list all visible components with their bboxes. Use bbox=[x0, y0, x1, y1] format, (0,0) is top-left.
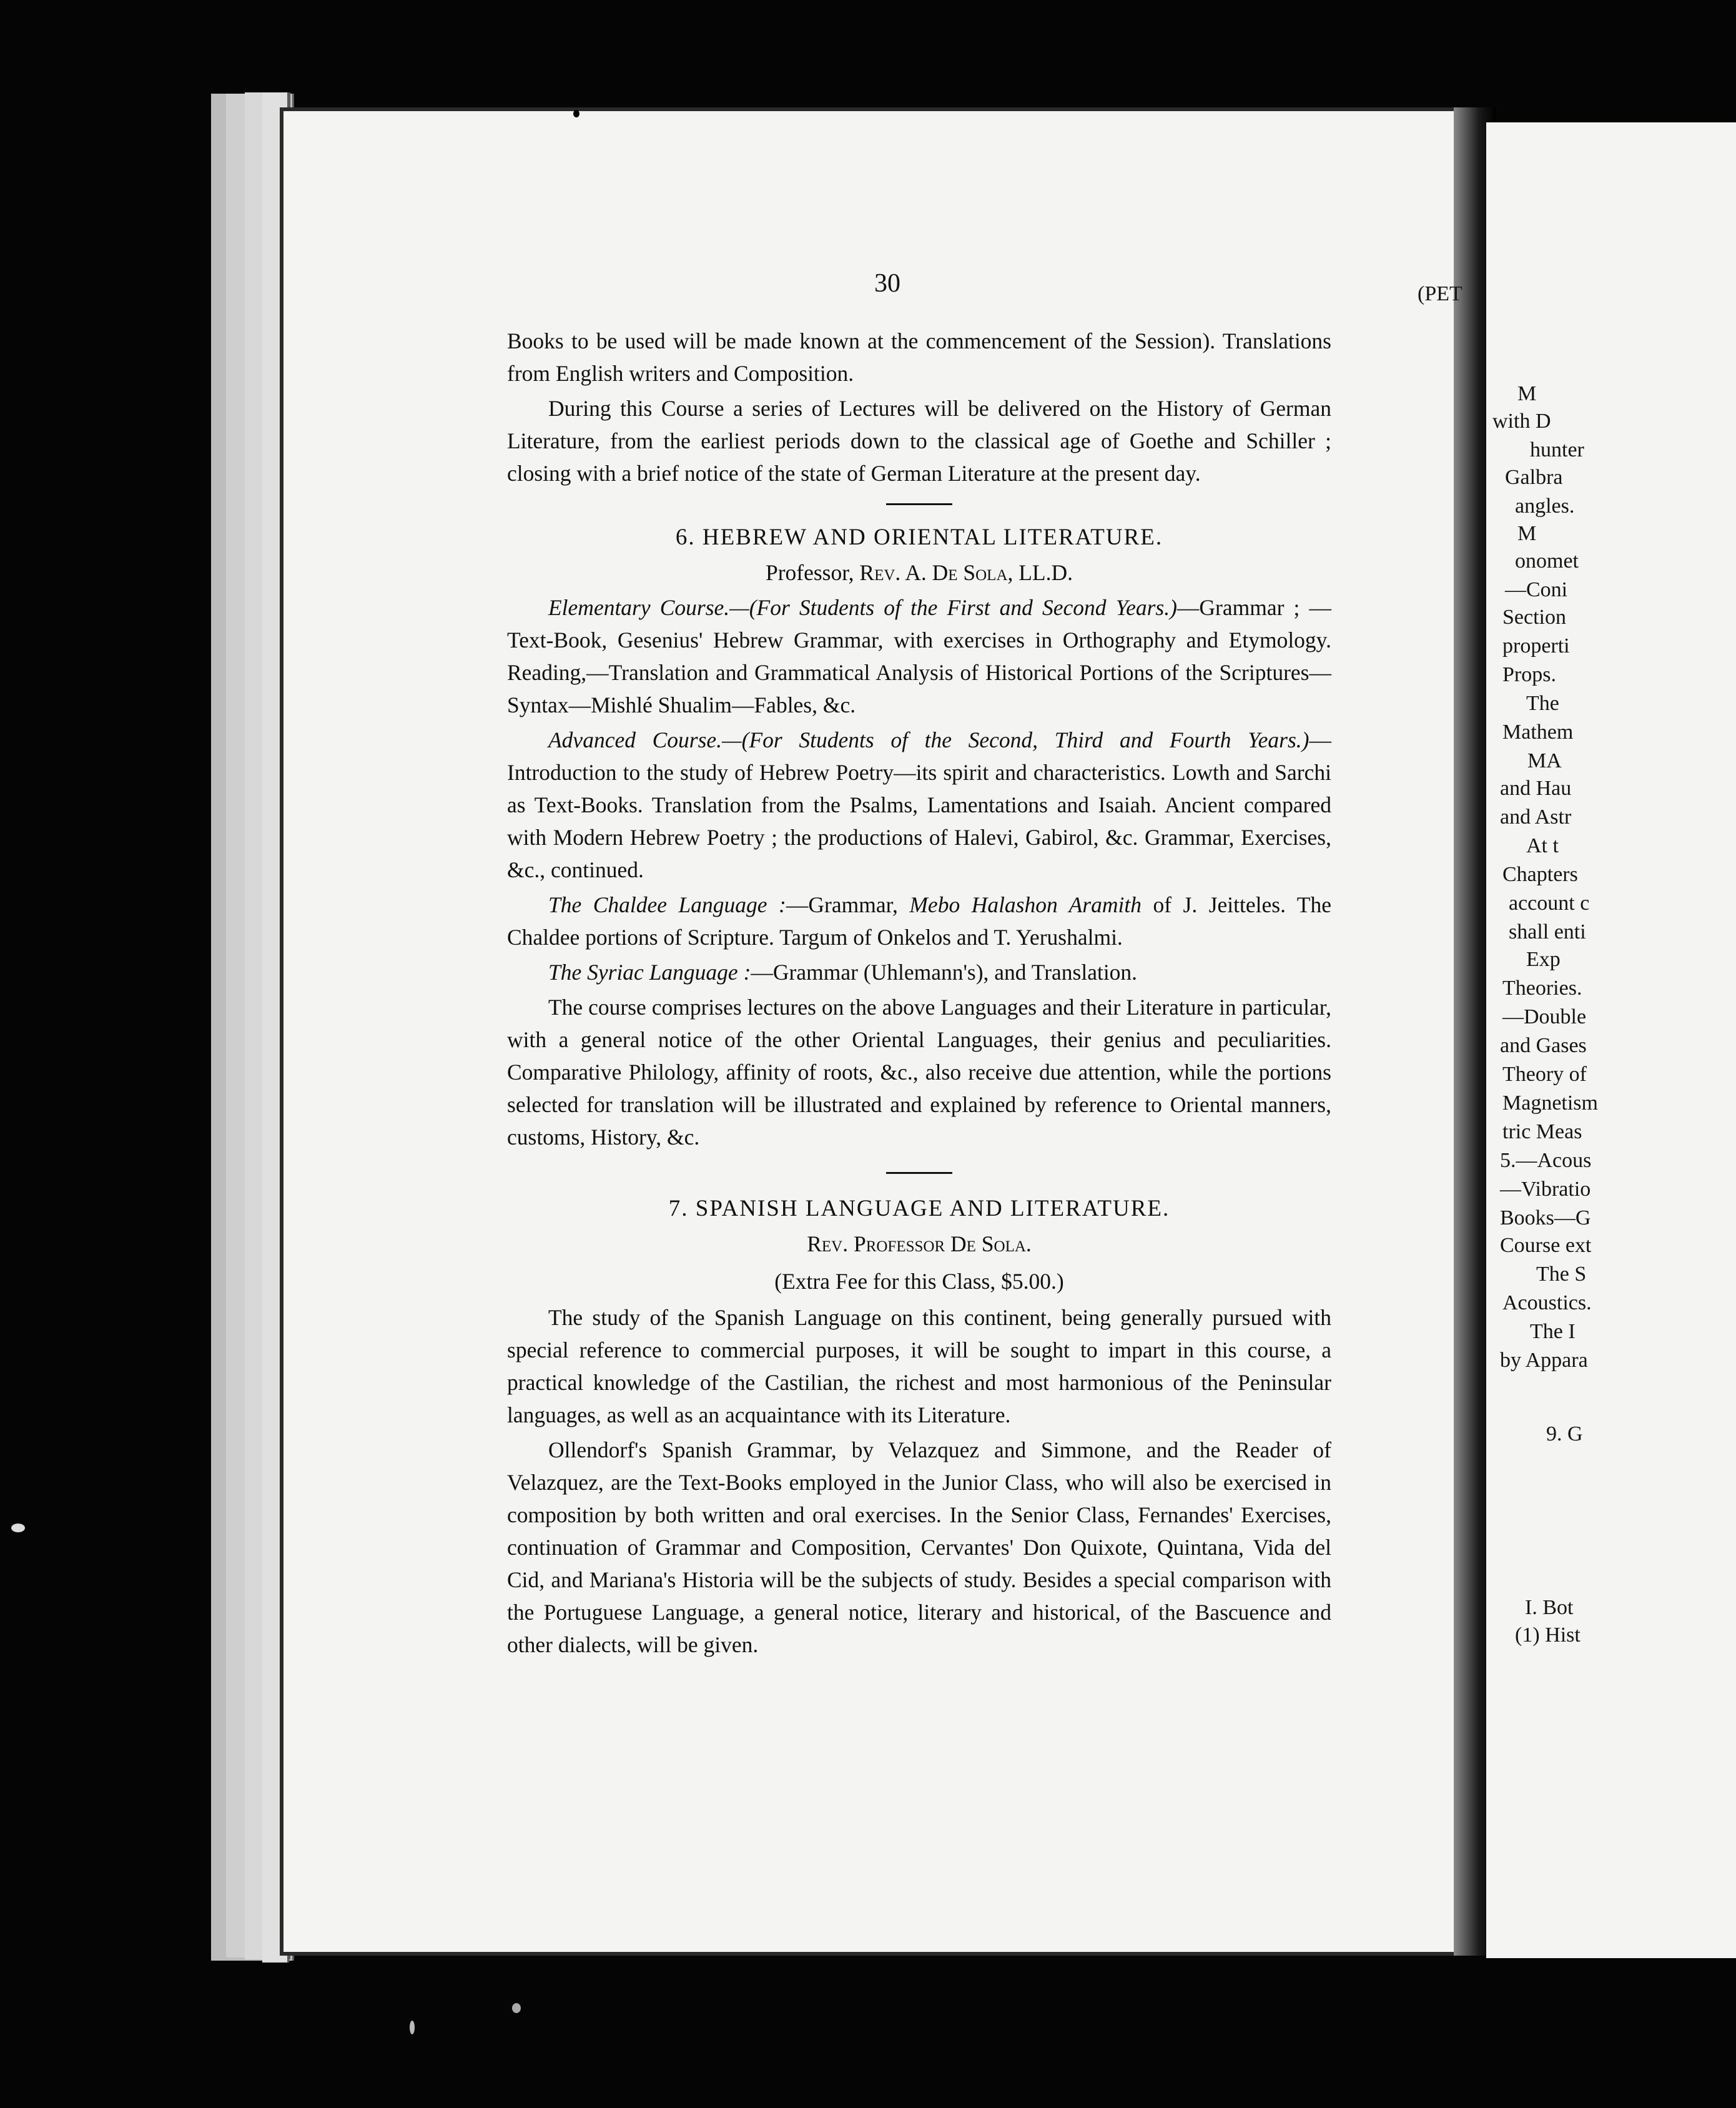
facing-page-fragment: by Appara bbox=[1500, 1349, 1588, 1372]
facing-page-fragment: Theory of bbox=[1502, 1063, 1587, 1086]
advanced-course-label: Advanced Course.—(For Students of the Second, Third and Fourth Years.) bbox=[548, 727, 1309, 752]
elementary-course-label: Elementary Course.—(For Students of the First and Second Years.) bbox=[548, 595, 1177, 620]
facing-page-fragment: onomet bbox=[1515, 549, 1579, 573]
syriac-label: The Syriac Language : bbox=[548, 960, 751, 985]
facing-page-fragment: (PET bbox=[1418, 282, 1462, 305]
facing-page-fragment: shall enti bbox=[1509, 920, 1586, 943]
page-number: 30 bbox=[874, 269, 900, 298]
german-lectures-paragraph: During this Course a series of Lectures will be delivered on the History of German Literature, from the earliest periods down to the classical age of Goethe and Schiller ; closing with a brief notice of the state of German Literature at the present day. bbox=[507, 396, 1331, 486]
spanish-books-paragraph: Ollendorf's Spanish Grammar, by Velazquez and Simmone, and the Reader of Velazquez, are the Text-Books employed in the Junior Class, who will also be exercised in composition by both written and oral exercises. In the Senior Class, Fernandes' Exercises, continuation of Grammar and Composition, Cervantes' Don Quixote, Quintana, Vida del Cid, and Mariana's Historia will be the subjects of study. Besides a special comparison with the Portuguese Language, a general notice, literary and historical, of the Bascuence and other dialects, will be given. bbox=[507, 1437, 1331, 1657]
advanced-course-text: — Introduction to the study of Hebrew Poetry—its spirit and characteristics. Lowth and Sarchi as Text-Books. Translation from the Psalms, Lamentations and Isaiah. Ancient compared with Modern Hebrew Poetry ; the productions of Halevi, Gabirol, &c. Grammar, Exercises, &c., continued. bbox=[507, 727, 1331, 882]
chaldee-label: The Chaldee Language : bbox=[548, 892, 786, 917]
facing-page-fragment: properti bbox=[1502, 634, 1570, 658]
facing-page-fragment: and Astr bbox=[1500, 805, 1572, 829]
facing-page-fragment: The bbox=[1526, 692, 1559, 715]
facing-page-fragment: and Hau bbox=[1500, 777, 1572, 800]
text-column bbox=[507, 325, 1331, 1661]
facing-page-fragment: At t bbox=[1526, 834, 1559, 857]
facing-page-fragment: Props. bbox=[1502, 663, 1556, 686]
scan-speck bbox=[11, 1524, 25, 1532]
advanced-course-paragraph bbox=[507, 724, 1331, 886]
section-divider bbox=[886, 503, 952, 505]
facing-page-fragment: (1) Hist bbox=[1515, 1623, 1581, 1647]
spanish-professor bbox=[507, 1228, 1331, 1260]
chaldee-paragraph bbox=[507, 889, 1331, 953]
facing-page-fragment: Mathem bbox=[1502, 721, 1574, 744]
professor-name: Rev. A. De Sola, LL.D. bbox=[859, 560, 1073, 585]
syriac-text: —Grammar (Uhlemann's), and Translation. bbox=[751, 960, 1138, 985]
facing-page-fragment: Galbra bbox=[1505, 466, 1563, 489]
scan-speck bbox=[410, 2021, 415, 2034]
facing-page-fragment: Exp bbox=[1526, 948, 1561, 971]
facing-page-fragment: I. Bot bbox=[1525, 1596, 1574, 1619]
section-divider bbox=[886, 1172, 952, 1174]
elementary-course-text: —Grammar ; —Text-Book, Gesenius' Hebrew Grammar, with exercises in Orthography and Etymology. Reading,—Translation and Grammatical Analysis of Historical Portions of the Scriptures—Syntax—Mishlé Shualim—Fables, &c. bbox=[507, 595, 1331, 717]
facing-page-fragment: Magnetism bbox=[1502, 1091, 1598, 1115]
facing-page bbox=[1418, 122, 1736, 1958]
facing-page-fragment: M bbox=[1517, 522, 1537, 545]
facing-page-fragment: —Double bbox=[1502, 1005, 1587, 1028]
facing-page-fragment: Chapters bbox=[1502, 863, 1578, 886]
hebrew-professor bbox=[507, 556, 1331, 589]
chaldee-mid: —Grammar, bbox=[786, 892, 898, 917]
facing-page-fragment: and Gases bbox=[1500, 1034, 1587, 1057]
facing-page-fragment: The S bbox=[1536, 1263, 1587, 1286]
facing-page-fragment: angles. bbox=[1515, 495, 1575, 518]
facing-page-fragment: Acoustics. bbox=[1502, 1291, 1592, 1314]
facing-page-fragment: hunter bbox=[1530, 438, 1584, 461]
facing-page-fragment: Course ext bbox=[1500, 1234, 1592, 1257]
facing-page-fragment: 5.—Acous bbox=[1500, 1149, 1592, 1172]
hebrew-section-heading: 6. HEBREW AND ORIENTAL LITERATURE. bbox=[675, 525, 1163, 550]
facing-page-fragment: Theories. bbox=[1502, 977, 1582, 1000]
chaldee-text: of J. Jeitteles. The Chaldee portions of Scripture. Targum of Onkelos and T. Yerushalmi. bbox=[507, 892, 1331, 950]
facing-page-fragment: tric Meas bbox=[1502, 1120, 1582, 1143]
syriac-paragraph bbox=[507, 956, 1331, 988]
professor-prefix: Professor, bbox=[765, 560, 854, 585]
spanish-fee-note: (Extra Fee for this Class, $5.00.) bbox=[774, 1269, 1064, 1294]
oriental-course-paragraph: The course comprises lectures on the above Languages and their Literature in particular, with a general notice of the other Oriental Languages, their genius and peculiarities. Comparative Philology, affinity of roots, &c., also receive due attention, while the portions selected for translation will be illustrated and explained by reference to Oriental manners, customs, History, &c. bbox=[507, 995, 1331, 1150]
facing-page-fragment: —Vibratio bbox=[1500, 1178, 1591, 1201]
facing-page-fragment: with D bbox=[1492, 410, 1551, 433]
scan-speck bbox=[512, 2003, 521, 2013]
chaldee-book: Mebo Halashon Aramith bbox=[909, 892, 1142, 917]
elementary-course-paragraph bbox=[507, 591, 1331, 721]
facing-page-fragment: M bbox=[1517, 382, 1537, 405]
facing-page-fragment: The I bbox=[1530, 1320, 1576, 1343]
facing-page-fragment: MA bbox=[1527, 749, 1562, 772]
facing-page-fragment: account c bbox=[1509, 892, 1590, 915]
scan-speck bbox=[573, 110, 579, 117]
facing-page-fragment: Books—G bbox=[1500, 1206, 1591, 1229]
german-course-end: Books to be used will be made known at the commencement of the Session). Translations from English writers and Composition. bbox=[507, 328, 1331, 386]
spanish-study-paragraph: The study of the Spanish Language on this continent, being generally pursued with special reference to commercial purposes, it will be sought to impart in this course, a practical knowledge of the Castilian, the richest and most harmonious of the Peninsular languages, as well as an acquaintance with its Literature. bbox=[507, 1305, 1331, 1427]
spanish-section-heading: 7. SPANISH LANGUAGE AND LITERATURE. bbox=[668, 1196, 1170, 1221]
facing-page-fragment: Section bbox=[1502, 606, 1566, 629]
facing-page-fragment: 9. G bbox=[1546, 1422, 1583, 1446]
spanish-professor-name: Rev. Professor De Sola. bbox=[807, 1231, 1032, 1256]
facing-page-fragment: —Coni bbox=[1505, 578, 1568, 601]
